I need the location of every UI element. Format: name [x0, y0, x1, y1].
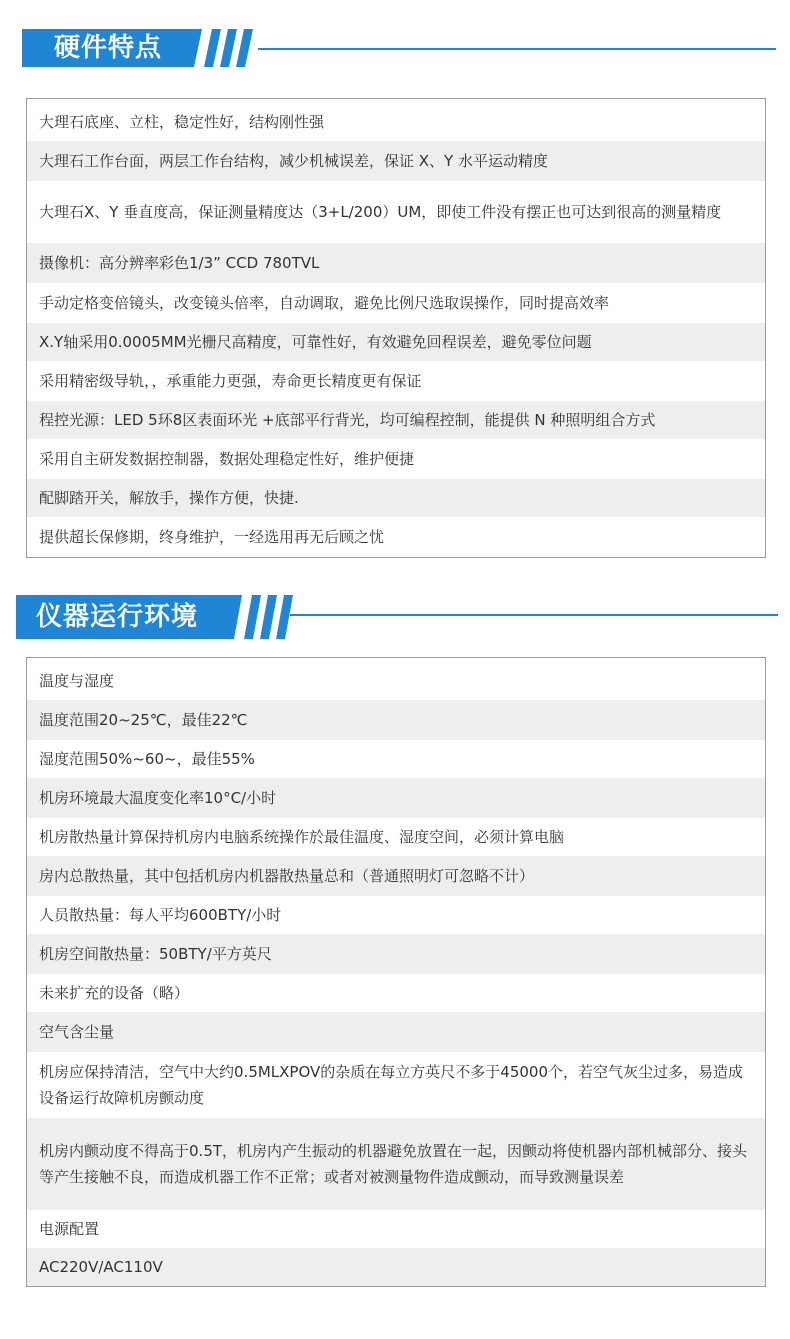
table-row: 大理石X、Y 垂直度高，保证测量精度达（3+L/200）UM，即使工件没有摆正也可达到很高的测量精度	[39, 203, 722, 221]
table-row: 程控光源：LED 5环8区表面环光 +底部平行背光，均可编程控制，能提供 N 种照明组合方式	[27, 401, 765, 439]
header-divider-line	[290, 614, 778, 616]
section-title: 硬件特点	[54, 33, 163, 63]
table-row: 温度范围20~25℃，最佳22℃	[27, 700, 765, 740]
table-row: AC220V/AC110V	[27, 1248, 765, 1286]
section-header-hardware	[0, 24, 790, 84]
table-row: 大理石底座、立柱，稳定性好，结构刚性强	[39, 113, 325, 131]
table-row: 机房空间散热量：50BTY/平方英尺	[27, 934, 765, 974]
header-divider-line	[258, 48, 776, 50]
table-row: 摄像机：高分辨率彩色1/3” CCD 780TVL	[27, 243, 765, 283]
hardware-features-table	[26, 98, 766, 558]
table-row: 温度与湿度	[39, 672, 115, 690]
section-banner	[22, 29, 262, 67]
table-row: 未来扩充的设备（略）	[39, 984, 190, 1002]
table-row: 机房应保持清洁，空气中大约0.5MLXPOV的杂质在每立方英尺不多于45000个，若空气灰尘过多，易造成设备运行故障机房颤动度	[39, 1063, 744, 1107]
section-title: 仪器运行环境	[36, 602, 199, 632]
table-row: 机房环境最大温度变化率10°C/小时	[27, 778, 765, 818]
environment-table	[26, 657, 766, 1287]
table-row: 大理石工作台面，两层工作台结构，减少机械误差，保证 X、Y 水平运动精度	[27, 141, 765, 181]
section-banner	[16, 595, 296, 633]
table-row: 电源配置	[39, 1220, 100, 1238]
table-row: 采用自主研发数据控制器，数据处理稳定性好，维护便捷	[39, 450, 415, 468]
table-row: 空气含尘量	[27, 1012, 765, 1052]
table-row: 提供超长保修期，终身维护，一经选用再无后顾之忧	[39, 528, 385, 546]
table-row: 采用精密级导轨，，承重能力更强，寿命更长精度更有保证	[39, 372, 422, 390]
table-row: 配脚踏开关，解放手，操作方便，快捷.	[27, 479, 765, 517]
table-row: 机房散热量计算保持机房内电脑系统操作於最佳温度、湿度空间，必须计算电脑	[39, 828, 565, 846]
table-row: 手动定格变倍镜头，改变镜头倍率，自动调取，避免比例尺选取误操作，同时提高效率	[39, 294, 610, 312]
table-row: 机房内颤动度不得高于0.5T，机房内产生振动的机器避免放置在一起，因颤动将使机器内部机械部分、接头等产生接触不良，而造成机器工作不正常；或者对被测量物件造成颤动，而导致测量误差	[27, 1118, 765, 1210]
section-header-environment	[0, 590, 790, 650]
table-row: 人员散热量：每人平均600BTY/小时	[39, 906, 282, 924]
table-row: 房内总散热量，其中包括机房内机器散热量总和（普通照明灯可忽略不计）	[27, 856, 765, 896]
table-row: X.Y轴采用0.0005MM光栅尺高精度，可靠性好，有效避免回程误差，避免零位问题	[27, 323, 765, 361]
table-row: 湿度范围50%~60~，最佳55%	[39, 750, 255, 768]
